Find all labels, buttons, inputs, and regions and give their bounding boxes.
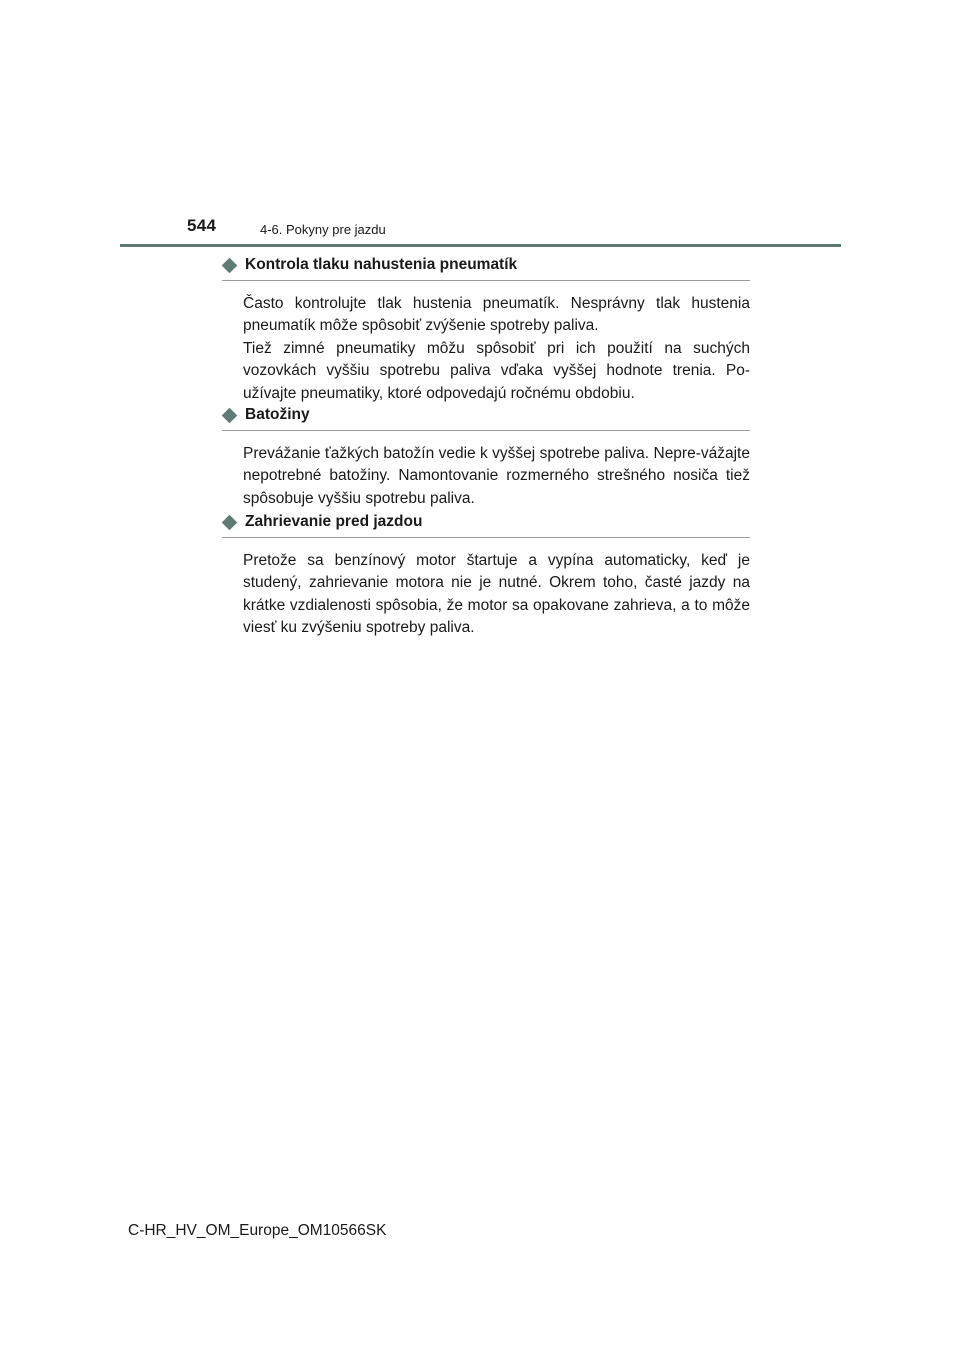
page-number: 544 xyxy=(187,216,217,235)
section-label: 4-6. Pokyny pre jazdu xyxy=(260,222,386,237)
section-warm-up xyxy=(222,511,750,640)
header-divider xyxy=(120,244,841,247)
section-divider xyxy=(222,280,750,281)
section-body xyxy=(243,443,750,510)
section-body xyxy=(243,550,750,640)
section-title: Kontrola tlaku nahustenia pneumatík xyxy=(245,256,518,273)
paragraph: Prevážanie ťažkých batožín vedie k vyššej spotrebe paliva. Nepre-vážajte nepotrebné batožiny. Namontovanie rozmerného strešného nosiča tiež spôsobuje vyššiu spotrebu paliva. xyxy=(243,445,750,507)
section-title: Zahrievanie pred jazdou xyxy=(245,513,423,530)
section-divider xyxy=(222,430,750,431)
section-heading xyxy=(222,404,750,426)
diamond-bullet-icon xyxy=(222,407,238,423)
section-tire-pressure xyxy=(222,254,750,405)
paragraph: Tiež zimné pneumatiky môžu spôsobiť pri ich použití na suchých vozovkách vyššiu spotrebu paliva vďaka vyššej hodnote trenia. Po-užívajte pneumatiky, ktoré odpovedajú ročnému obdobiu. xyxy=(243,339,750,402)
section-heading xyxy=(222,254,750,276)
diamond-bullet-icon xyxy=(222,514,238,530)
section-heading xyxy=(222,511,750,533)
diamond-bullet-icon xyxy=(222,257,238,273)
document-code-footer: C-HR_HV_OM_Europe_OM10566SK xyxy=(128,1222,387,1239)
paragraph: Často kontrolujte tlak hustenia pneumatík. Nesprávny tlak hustenia pneumatík môže spôsobiť zvýšenie spotreby paliva. xyxy=(243,295,750,335)
section-title: Batožiny xyxy=(245,406,310,423)
section-luggage xyxy=(222,404,750,510)
paragraph: Pretože sa benzínový motor štartuje a vypína automaticky, keď je studený, zahrievanie motora nie je nutné. Okrem toho, časté jazdy na krátke vzdialenosti spôsobia, že motor sa opakovane zahrieva, a to môže viesť ku zvýšeniu spotreby paliva. xyxy=(243,552,750,637)
section-divider xyxy=(222,537,750,538)
section-body xyxy=(243,293,750,405)
